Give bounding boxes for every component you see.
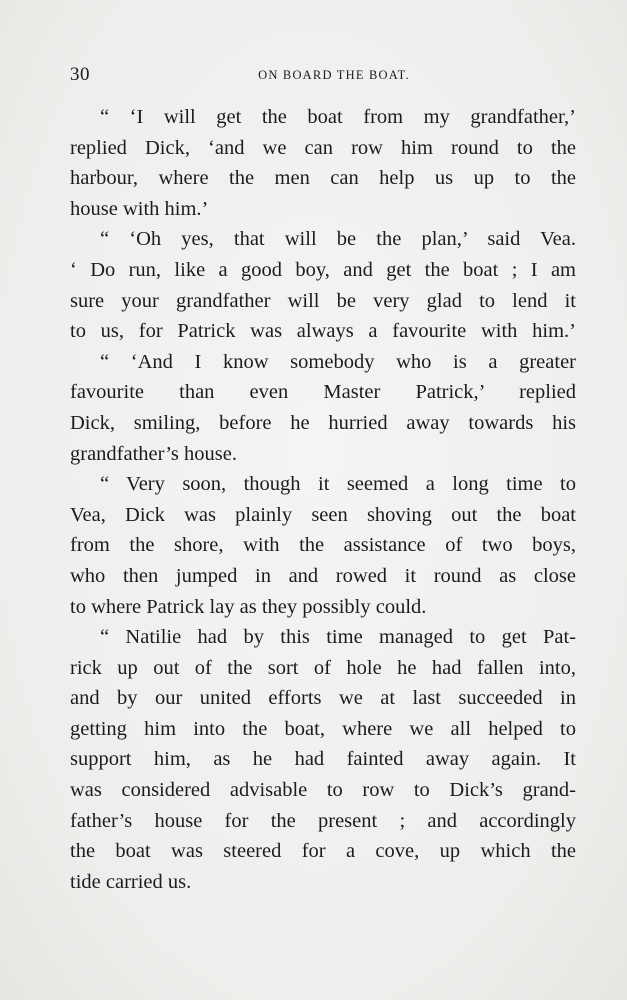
body-text (70, 102, 576, 897)
text-line: replied Dick, ‘and we can row him round to the (70, 136, 576, 159)
text-line: the boat was steered for a cove, up which the (70, 840, 576, 863)
page-header (70, 64, 578, 88)
text-line: to where Patrick lay as they possibly could. (70, 595, 427, 618)
text-line: getting him into the boat, where we all helped to (70, 717, 576, 740)
text-line: grandfather’s house. (70, 442, 237, 465)
text-line: Vea, Dick was plainly seen shoving out the boat (70, 503, 576, 526)
text-line: rick up out of the sort of hole he had fallen into, (70, 656, 576, 679)
text-line: father’s house for the present ; and accordingly (70, 809, 576, 832)
text-line: to us, for Patrick was always a favourite with him.’ (70, 320, 576, 343)
text-line: “ Natilie had by this time managed to get Pat- (100, 626, 576, 649)
text-line: who then jumped in and rowed it round as close (70, 564, 576, 587)
page-number: 30 (70, 64, 90, 85)
text-line: sure your grandfather will be very glad to lend it (70, 289, 576, 312)
text-line: harbour, where the men can help us up to the (70, 167, 576, 190)
text-line: “ ‘Oh yes, that will be the plan,’ said Vea. (100, 228, 576, 251)
text-line: house with him.’ (70, 197, 209, 220)
text-line: from the shore, with the assistance of two boys, (70, 534, 576, 557)
text-line: “ ‘And I know somebody who is a greater (100, 350, 576, 373)
text-line: favourite than even Master Patrick,’ replied (70, 381, 576, 404)
text-line: support him, as he had fainted away again. It (70, 748, 576, 771)
text-line: Dick, smiling, before he hurried away towards his (70, 411, 576, 434)
text-line: “ Very soon, though it seemed a long time to (100, 473, 576, 496)
text-line: ‘ Do run, like a good boy, and get the boat ; I am (70, 258, 576, 281)
text-line: and by our united efforts we at last succeeded in (70, 687, 576, 710)
running-head: ON BOARD THE BOAT. (258, 68, 410, 82)
text-line: was considered advisable to row to Dick’s grand- (70, 779, 576, 802)
text-line: tide carried us. (70, 870, 192, 893)
text-line: “ ‘I will get the boat from my grandfather,’ (100, 106, 576, 128)
